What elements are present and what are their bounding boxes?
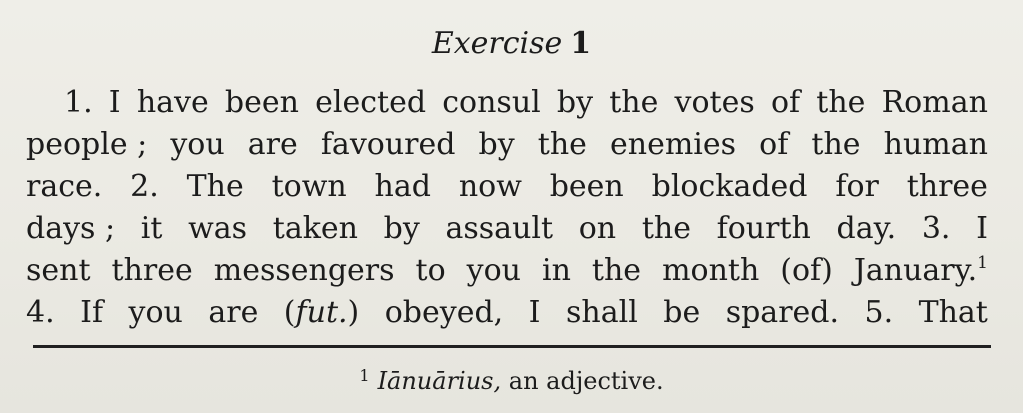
word: human: [883, 127, 988, 162]
word: the: [537, 127, 587, 162]
word-with-footnote: [854, 250, 988, 292]
text-line-5: [26, 250, 988, 292]
word: on: [578, 211, 617, 246]
text-line-1: [64, 82, 988, 124]
text-line-4: [26, 208, 988, 250]
word: That: [918, 295, 988, 330]
word: I: [976, 211, 988, 246]
word: the: [816, 85, 866, 120]
word: by: [478, 127, 515, 162]
word: 4.: [26, 295, 55, 330]
word: Roman: [881, 85, 988, 120]
text-line-2: [26, 124, 988, 166]
word: was: [188, 211, 248, 246]
footnote-term: Iānuārius,: [377, 367, 502, 395]
word: are: [247, 127, 298, 162]
text-line-3: [26, 166, 988, 208]
exercise-heading-number: 1: [570, 26, 592, 61]
italic-group: [284, 292, 359, 334]
word: race.: [26, 169, 103, 204]
word: elected: [315, 85, 427, 120]
word: shall: [566, 295, 638, 330]
word: 2.: [130, 169, 159, 204]
word: three: [906, 169, 988, 204]
exercise-heading: [0, 22, 1023, 66]
word: votes: [674, 85, 755, 120]
word: three: [111, 253, 193, 288]
word: consul: [442, 85, 541, 120]
word: assault: [445, 211, 554, 246]
word: by: [556, 85, 594, 120]
word: 1.: [64, 85, 93, 120]
word: in: [542, 253, 571, 288]
word: spared.: [725, 295, 840, 330]
footnote: [0, 364, 1023, 398]
word: (of): [780, 253, 833, 288]
word: blockaded: [651, 169, 808, 204]
word: the: [811, 127, 861, 162]
word: are: [208, 295, 259, 330]
word: the: [641, 211, 691, 246]
open-paren: (: [283, 295, 296, 330]
word: 3.: [921, 211, 951, 246]
italic-word: fut.: [295, 295, 348, 330]
word: days ;: [26, 211, 116, 246]
word: people ;: [26, 127, 148, 162]
word: sent: [26, 253, 91, 288]
footnote-text: an adjective.: [501, 367, 664, 395]
word: enemies: [610, 127, 737, 162]
word: town: [271, 169, 347, 204]
footnote-marker: 1: [977, 253, 988, 273]
word: fourth: [716, 211, 811, 246]
word: I: [528, 295, 541, 330]
word: of: [770, 85, 801, 120]
word: have: [136, 85, 209, 120]
word: the: [591, 253, 642, 288]
text-line-6: [26, 292, 988, 334]
word: you: [128, 295, 183, 330]
exercise-heading-word: Exercise: [431, 26, 563, 61]
word: messengers: [213, 253, 395, 288]
close-paren: ): [347, 295, 360, 330]
word: day.: [836, 211, 897, 246]
word: you: [170, 127, 225, 162]
word: be: [663, 295, 701, 330]
word: of: [759, 127, 789, 162]
word: obeyed,: [384, 295, 504, 330]
word: the: [609, 85, 659, 120]
word: had: [374, 169, 431, 204]
word: I: [108, 85, 121, 120]
word: January.: [853, 253, 978, 288]
word: by: [383, 211, 420, 246]
word: you: [466, 253, 521, 288]
word: it: [140, 211, 163, 246]
word: been: [549, 169, 624, 204]
word: now: [458, 169, 522, 204]
word: month: [662, 253, 760, 288]
word: The: [186, 169, 244, 204]
footnote-number: 1: [359, 366, 370, 385]
footnote-divider: [33, 345, 991, 348]
word: taken: [272, 211, 358, 246]
word: If: [80, 295, 104, 330]
word: 5.: [864, 295, 894, 330]
word: to: [415, 253, 446, 288]
word: for: [835, 169, 879, 204]
word: been: [224, 85, 299, 120]
word: favoured: [320, 127, 456, 162]
